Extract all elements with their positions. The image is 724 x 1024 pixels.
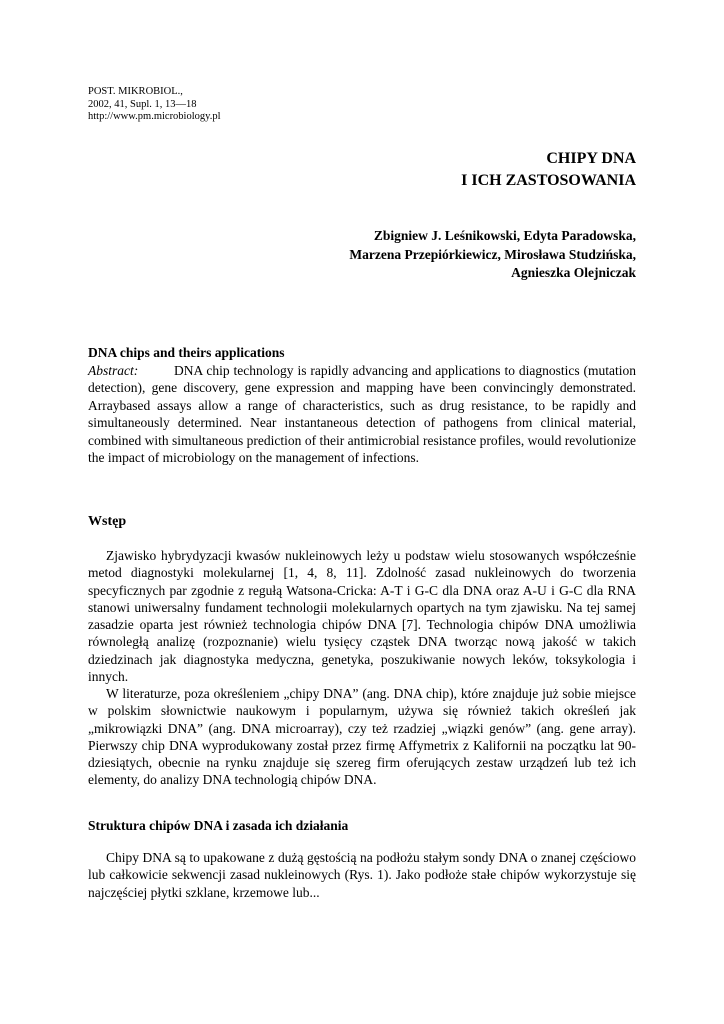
- abstract-text: DNA chip technology is rapidly advancing and applications to diagnostics (mutation detection), gene discovery, gene expression and mapping have been convincingly demonstrated. Arraybased assays allow a range of characteristics, such as drug resistance, to be rapidly and simultaneously determined. Near instantaneous detection of pathogens from clinical material, combined with simultaneous prediction of their antimicrobial resistance profiles, would revolutionize the impact of microbiology on the management of infections.: [88, 362, 636, 465]
- title-line-2: I ICH ZASTOSOWANIA: [461, 172, 636, 189]
- section-heading-structure: Struktura chipów DNA i zasada ich działania: [88, 818, 349, 833]
- journal-name: POST. MIKROBIOL.,: [88, 86, 183, 97]
- article-title: [461, 148, 636, 192]
- abstract-block: [88, 344, 636, 467]
- abstract-label: Abstract:: [88, 362, 139, 378]
- journal-volume: 2002, 41, Supl. 1, 13—18: [88, 98, 197, 110]
- authors-line-2: Marzena Przepiórkiewicz, Mirosława Studzińska,: [349, 246, 636, 262]
- journal-url: http://www.pm.microbiology.pl: [88, 111, 221, 122]
- structure-paragraph-1: Chipy DNA są to upakowane z dużą gęstością na podłożu stałym sondy DNA o znanej częściowo lub całkowicie sekwencji zasad nukleinowych (Rys. 1). Jako podłoże stałe chipów wykorzystuje się najczęściej płytki szklane, krzemowe lub...: [88, 850, 636, 900]
- english-title: DNA chips and theirs applications: [88, 345, 285, 360]
- intro-paragraph-2: W literaturze, poza określeniem „chipy DNA” (ang. DNA chip), które znajduje już sobie miejsce w polskim słownictwie naukowym i popularnym, używa się również takich określeń jak „mikrowiązki DNA” (ang. DNA microarray), czy też rzadziej „wiązki genów” (ang. gene array). Pierwszy chip DNA wyprodukowany został przez firmę Affymetrix z Kalifornii na początku lat 90-dziesiątych, obecnie na rynku znajduje się szereg firm oferujących zestaw urządzeń lub też ich elementy, do analizy DNA technologią chipów DNA.: [88, 686, 636, 788]
- authors-line-3: Agnieszka Olejniczak: [511, 265, 636, 280]
- title-line-1: CHIPY DNA: [546, 150, 636, 167]
- section-heading-intro: Wstęp: [88, 514, 127, 529]
- intro-paragraph-1: Zjawisko hybrydyzacji kwasów nukleinowych leży u podstaw wielu stosowanych współcześnie metod diagnostyki molekularnej [1, 4, 8, 11]. Zdolność zasad nukleinowych do tworzenia specyficznych par zgodnie z regułą Watsona-Cricka: A-T i G-C dla DNA oraz A-U i G-C dla RNA stanowi uniwersalny fundament technologii molekularnych opartych na tym zjawisku. Na tej samej zasadzie oparta jest również technologia chipów DNA [7]. Technologia chipów DNA umożliwia równoległą analizę (rozpoznanie) wielu tysięcy cząstek DNA tworząc nową jakość w takich dziedzinach jak diagnostyka medyczna, genetyka, poszukiwanie nowych leków, toksykologia i innych.: [88, 548, 636, 685]
- authors-line-1: Zbigniew J. Leśnikowski, Edyta Paradowska,: [373, 228, 636, 243]
- abstract-body: [88, 362, 636, 467]
- author-list: [349, 227, 636, 283]
- journal-reference: [88, 86, 221, 124]
